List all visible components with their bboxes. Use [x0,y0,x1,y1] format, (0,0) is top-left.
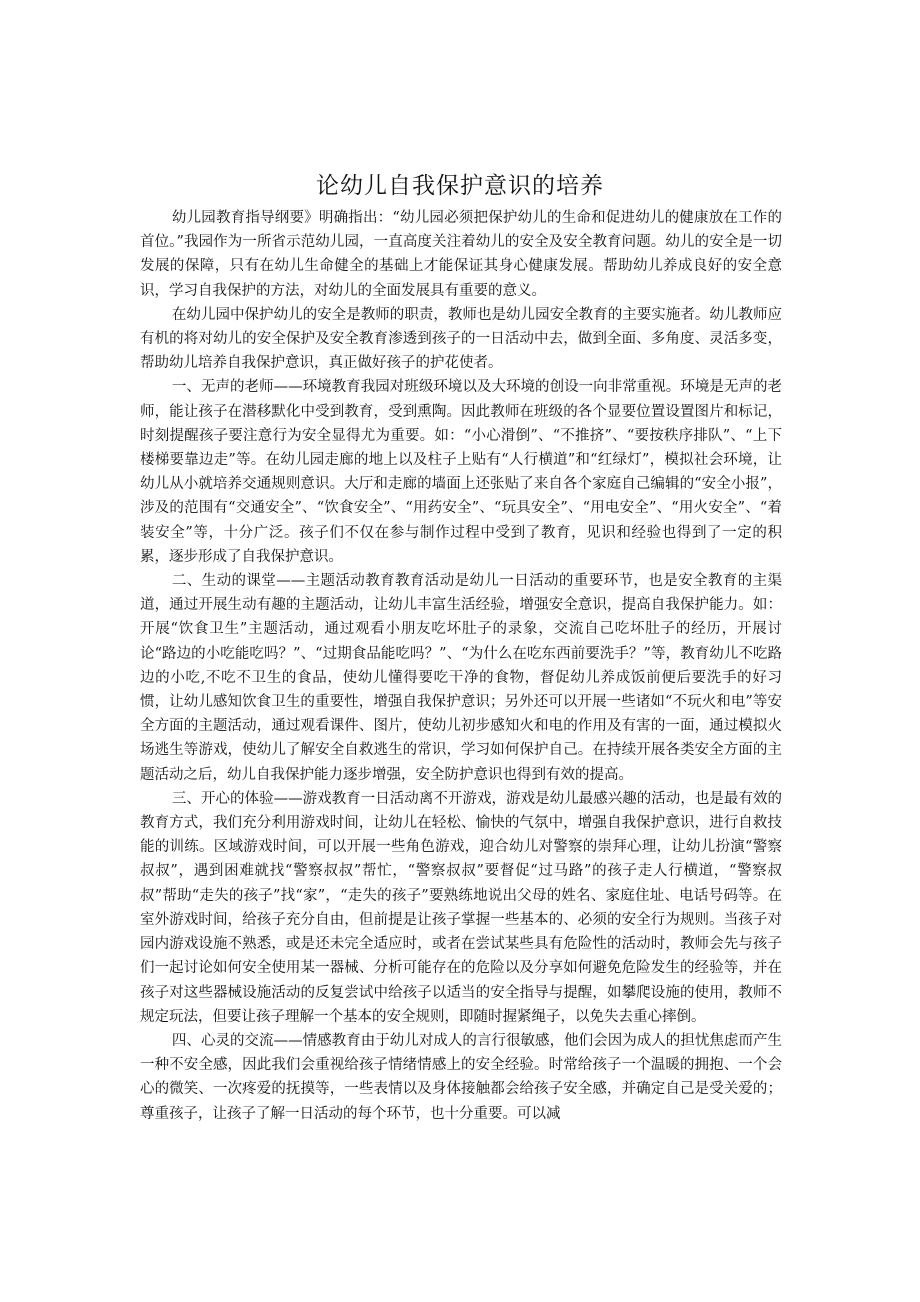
paragraph-intro: 幼儿园教育指导纲要》明确指出：“幼儿园必须把保护幼儿的生命和促进幼儿的健康放在工作的首位。”我园作为一所省示范幼儿园，一直高度关注着幼儿的安全及安全教育问题。幼儿的安全是一切发展的保障，只有在幼儿生命健全的基础上才能保证其身心健康发展。帮助幼儿养成良好的安全意识，学习自我保护的方法，对幼儿的全面发展具有重要的意义。 [140,210,782,299]
paragraph-theme-activity: 二、生动的课堂——主题活动教育教育活动是幼儿一日活动的重要环节，也是安全教育的主渠道，通过开展生动有趣的主题活动，让幼儿丰富生活经验，增强安全意识，提高自我保护能力。如：开展“饮食卫生”主题活动，通过观看小朋友吃坏肚子的录象，交流自己吃坏肚子的经历，开展讨论“路边的小吃能吃吗？”、“过期食品能吃吗？”、“为什么在吃东西前要洗手？”等，教育幼儿不吃路边的小吃,不吃不卫生的食品，使幼儿懂得要吃干净的食物，督促幼儿养成饭前便后要洗手的好习惯，让幼儿感知饮食卫生的重要性，增强自我保护意识；另外还可以开展一些诸如“不玩火和电”等安全方面的主题活动，通过观看课件、图片，使幼儿初步感知火和电的作用及有害的一面，通过模拟火场逃生等游戏，使幼儿了解安全自救逃生的常识，学习如何保护自己。在持续开展各类安全方面的主题活动之后，幼儿自我保护能力逐步增强，安全防护意识也得到有效的提高。 [140,573,782,783]
document-body [140,206,782,1126]
document-title: 论幼儿自我保护意识的培养 [316,173,604,199]
paragraph-game-education: 三、开心的体验——游戏教育一日活动离不开游戏，游戏是幼儿最感兴趣的活动，也是最有效的教育方式，我们充分利用游戏时间，让幼儿在轻松、愉快的气氛中，增强自我保护意识，进行自救技能的训练。区域游戏时间，可以开展一些角色游戏，迎合幼儿对警察的崇拜心理，让幼儿扮演“警察叔叔”，遇到困难就找“警察叔叔”帮忙，“警察叔叔”要督促“过马路”的孩子走人行横道，“警察叔叔”帮助“走失的孩子”找“家”，“走失的孩子”要熟练地说出父母的姓名、家庭住址、电话号码等。在室外游戏时间，给孩子充分自由，但前提是让孩子掌握一些基本的、必须的安全行为规则。当孩子对园内游戏设施不熟悉，或是还未完全适应时，或者在尝试某些具有危险性的活动时，教师会先与孩子们一起讨论如何安全使用某一器械、分析可能存在的危险以及分享如何避免危险发生的经验等，并在孩子对这些器械设施活动的反复尝试中给孩子以适当的安全指导与提醒，如攀爬设施的使用，教师不规定玩法，但要让孩子理解一个基本的安全规则，即随时握紧绳子，以免失去重心摔倒。 [140,790,782,1025]
paragraph-environment-education: 一、无声的老师——环境教育我园对班级环境以及大环境的创设一向非常重视。环境是无声的老师，能让孩子在潜移默化中受到教育，受到熏陶。因此教师在班级的各个显要位置设置图片和标记，时刻提醒孩子要注意行为安全显得尤为重要。如：“小心滑倒”、“不推挤”、“要按秩序排队”、“上下楼梯要靠边走”等。在幼儿园走廊的地上以及柱子上贴有“人行横道”和“红绿灯”，模拟社会环境，让幼儿从小就培养交通规则意识。大厅和走廊的墙面上还张贴了来自各个家庭自己编辑的“安全小报”，涉及的范围有“交通安全”、“饮食安全”、“用药安全”、“玩具安全”、“用电安全”、“用火安全”、“着装安全”等，十分广泛。孩子们不仅在参与制作过程中受到了教育，见识和经验也得到了一定的积累，逐步形成了自我保护意识。 [140,379,782,565]
paragraph-emotional-education: 四、心灵的交流——情感教育由于幼儿对成人的言行很敏感，他们会因为成人的担忧焦虑而产生一种不安全感，因此我们会重视给孩子情绪情感上的安全经验。时常给孩子一个温暖的拥抱、一个会心的微笑、一次疼爱的抚摸等，一些表情以及身体接触都会给孩子安全感，并确定自己是受关爱的；尊重孩子，让孩子了解一日活动的每个环节，也十分重要。可以减 [140,1032,782,1122]
paragraph-teacher-role: 在幼儿园中保护幼儿的安全是教师的职责，教师也是幼儿园安全教育的主要实施者。幼儿教师应有机的将对幼儿的安全保护及安全教育渗透到孩子的一日活动中去，做到全面、多角度、灵活多变，帮助幼儿培养自我保护意识，真正做好孩子的护花使者。 [140,306,782,372]
